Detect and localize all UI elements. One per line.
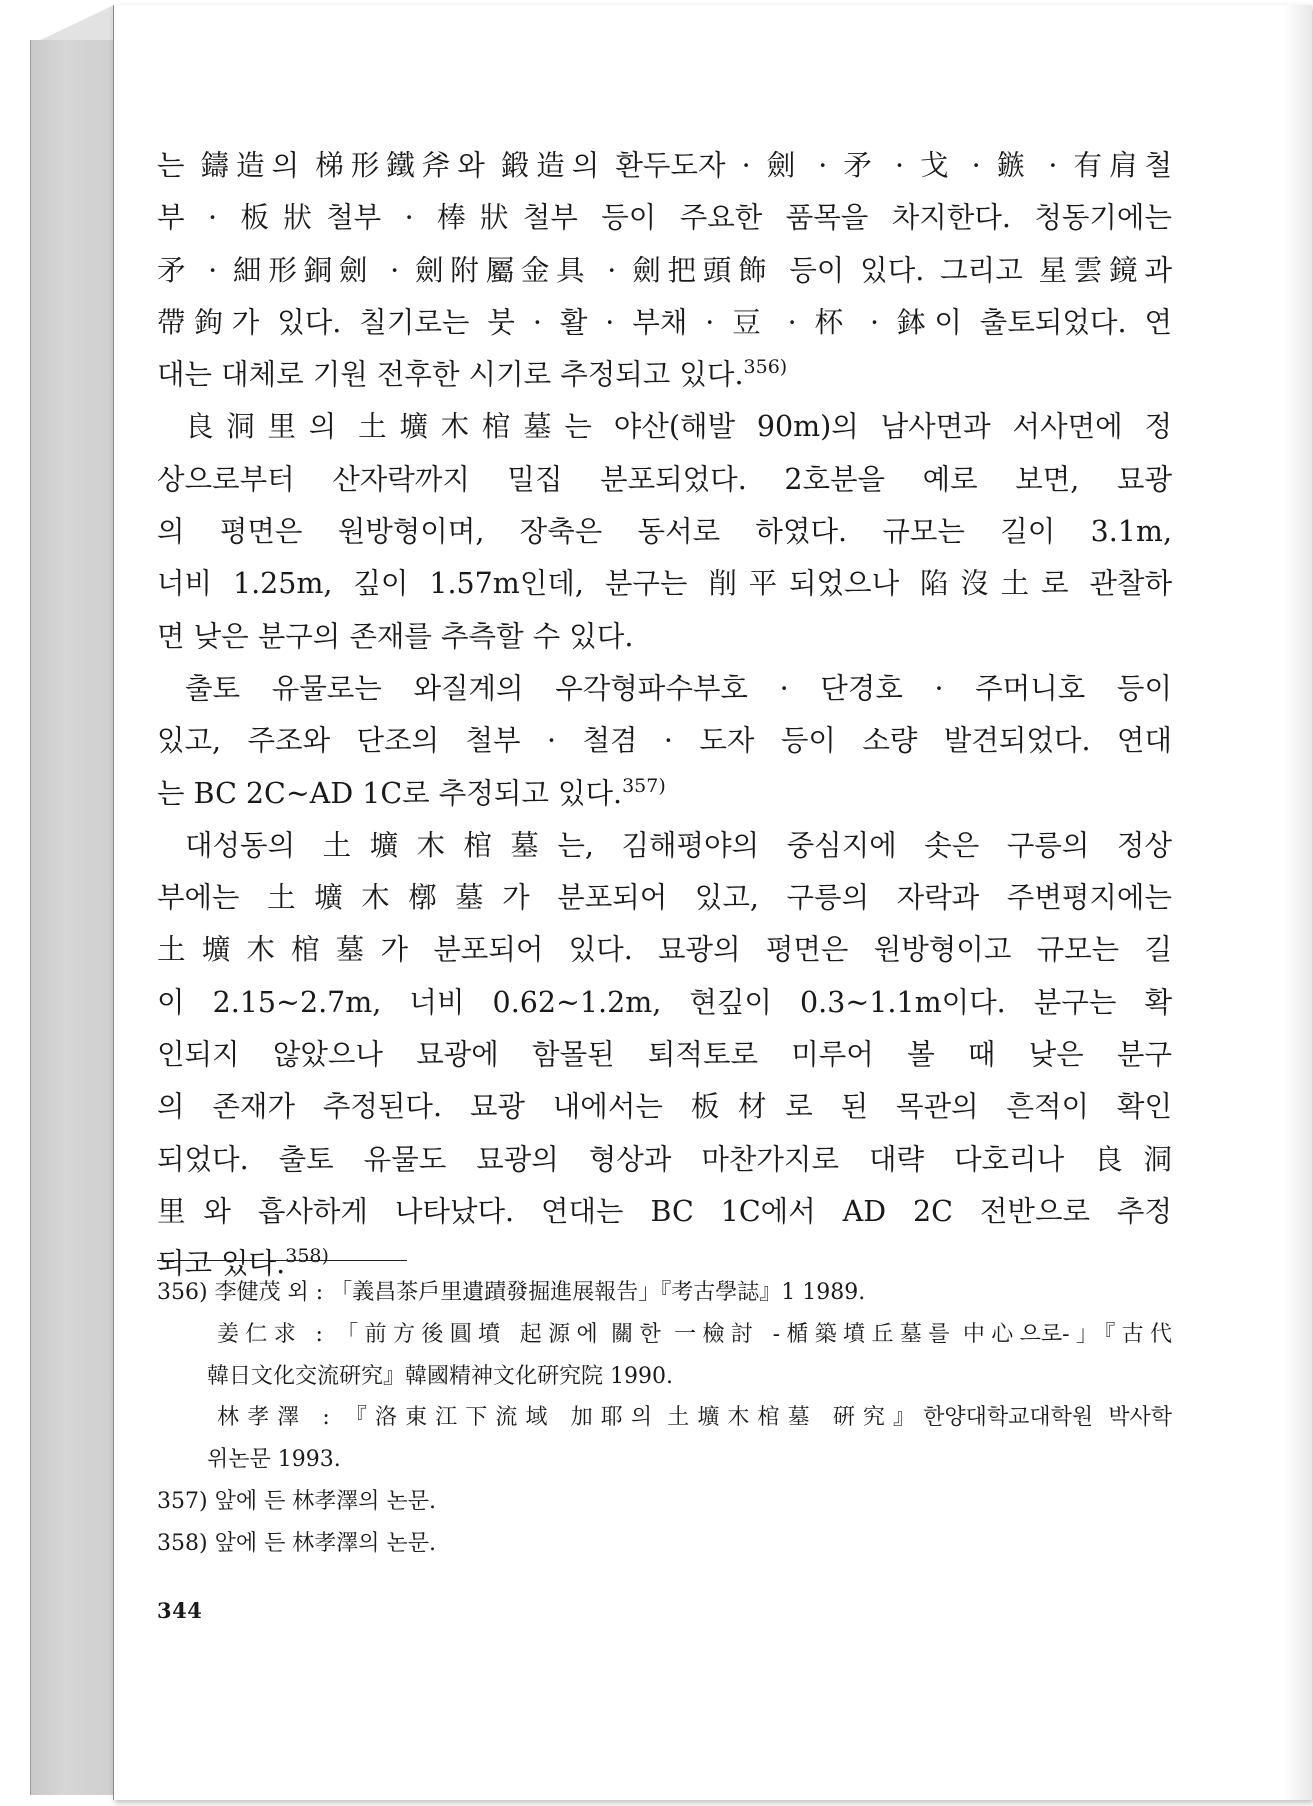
body-line-text: 되고 있다.	[157, 1247, 286, 1281]
footnote-ref-357[interactable]: 357)	[622, 774, 666, 797]
body-line: 矛 · 細形銅劍 · 劍附屬金具 · 劍把頭飾 등이 있다. 그리고 星雲鏡과	[157, 253, 1172, 287]
body-text	[157, 140, 1172, 1291]
body-line: 대성동의 土壙木棺墓는, 김해평야의 중심지에 솟은 구릉의 정상	[185, 828, 1172, 862]
body-line	[157, 768, 1172, 820]
body-line: 의 존재가 추정된다. 묘광 내에서는 板材로 된 목관의 흔적이 확인	[157, 1090, 1172, 1124]
body-line: 인되지 않았으나 묘광에 함몰된 퇴적토로 미루어 볼 때 낮은 분구	[157, 1038, 1172, 1072]
footnote-divider	[157, 1260, 407, 1261]
footnotes	[157, 1272, 1172, 1565]
body-line: 있고, 주조와 단조의 철부 · 철겸 · 도자 등이 소량 발견되었다. 연대	[157, 724, 1172, 758]
footnote-356: 356) 李健茂 외 : 「義昌茶戶里遺蹟發掘進展報告」『考古學誌』1 1989.	[157, 1280, 866, 1305]
book-spine-top	[30, 5, 114, 45]
footnote-ref-356[interactable]: 356)	[743, 356, 788, 379]
footnote-356-cont: 姜仁求 : 「前方後圓墳 起源에 關한 一檢討 -楯築墳丘墓를 中心으로-」『古代	[217, 1321, 1172, 1347]
body-line: 良洞里의 土壙木棺墓는 야산(해발 90m)의 남사면과 서사면에 정	[185, 410, 1172, 444]
body-line: 는 鑄造의 梯形鐵斧와 鍛造의 환두도자 · 劍 · 矛 · 戈 · 鏃 · 有肩철	[157, 149, 1172, 182]
page-number: 344	[157, 1598, 203, 1623]
body-line: 부 · 板狀철부 · 棒狀철부 등이 주요한 품목을 차지한다. 청동기에는	[157, 201, 1172, 235]
footnote-356-cont: 林孝澤 : 『洛東江下流域 加耶의 土壙木棺墓 硏究』한양대학교대학원 박사학	[217, 1405, 1172, 1431]
body-line-text: 대는 대체로 기원 전후한 시기로 추정되고 있다.	[157, 358, 744, 392]
body-line: 출토 유물로는 와질계의 우각형파수부호 · 단경호 · 주머니호 등이	[185, 671, 1172, 705]
book-spine	[30, 40, 115, 1795]
body-line: 부에는 土壙木槨墓가 분포되어 있고, 구릉의 자락과 주변평지에는	[157, 881, 1172, 915]
page-edge-shadow	[1284, 5, 1312, 1800]
body-line: 의 평면은 원방형이며, 장축은 동서로 하였다. 규모는 길이 3.1m,	[157, 515, 1172, 549]
body-line: 너비 1.25m, 깊이 1.57m인데, 분구는 削平되었으나 陷沒土로 관찰하	[157, 567, 1172, 601]
footnote-357: 357) 앞에 든 林孝澤의 논문.	[157, 1488, 437, 1514]
footnote-358: 358) 앞에 든 林孝澤의 논문.	[157, 1530, 437, 1556]
body-line: 면 낮은 분구의 존재를 추측할 수 있다.	[157, 619, 634, 653]
footnote-ref-358[interactable]: 358)	[285, 1245, 329, 1268]
footnote-356-cont: 위논문 1993.	[207, 1447, 341, 1473]
body-line: 되었다. 출토 유물도 묘광의 형상과 마찬가지로 대략 다호리나 良洞	[157, 1142, 1172, 1176]
body-line: 土壙木棺墓가 분포되어 있다. 묘광의 평면은 원방형이고 규모는 길	[157, 933, 1172, 967]
body-line	[157, 349, 1172, 401]
body-line: 상으로부터 산자락까지 밀집 분포되었다. 2호분을 예로 보면, 묘광	[157, 462, 1172, 496]
body-line: 帶鉤가 있다. 칠기로는 붓 · 활 · 부채 · 豆 · 杯 · 鉢이 출토되었다. 연	[157, 305, 1172, 339]
body-line: 이 2.15~2.7m, 너비 0.62~1.2m, 현깊이 0.3~1.1m이다. 분구는 확	[157, 985, 1172, 1019]
footnote-356-cont: 韓日文化交流硏究』韓國精神文化硏究院 1990.	[207, 1363, 673, 1389]
body-line: 里와 흡사하게 나타났다. 연대는 BC 1C에서 AD 2C 전반으로 추정	[157, 1194, 1172, 1228]
body-line-text: 는 BC 2C~AD 1C로 추정되고 있다.	[157, 776, 623, 810]
